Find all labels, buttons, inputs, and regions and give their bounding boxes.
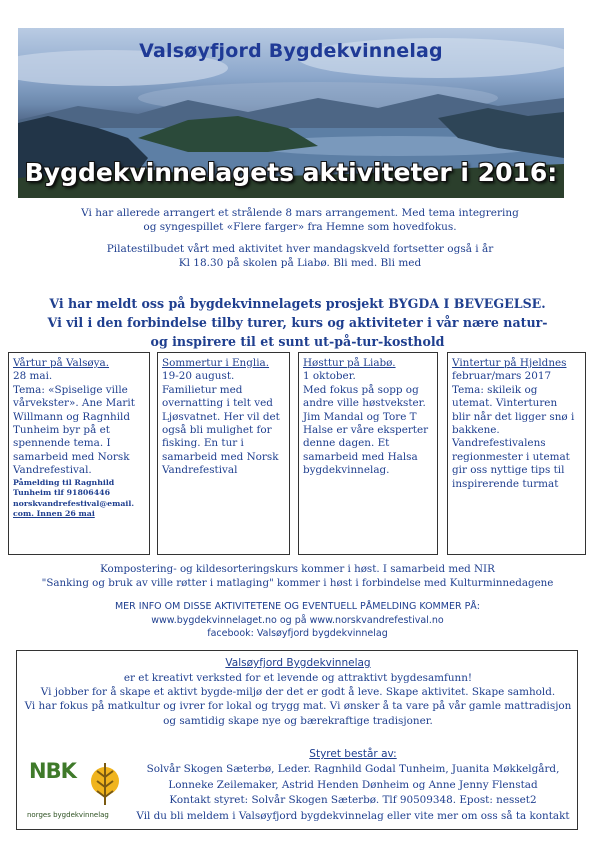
description-line: er et kreativt verksted for et levende og attraktivt bygdesamfunn! bbox=[123, 672, 473, 684]
activity-line: Willmann og Ragnhild bbox=[13, 410, 131, 423]
activity-line: også bli mulighet for bbox=[162, 424, 272, 437]
activity-line: vårvekster». Ane Marit bbox=[13, 397, 135, 410]
activity-line: spennende tema. I bbox=[13, 437, 111, 450]
description-line: Vi jobber for å skape et aktivt bygde-miljø der det er godt å leve. Skape aktivitet. Skape samhold. bbox=[40, 686, 556, 699]
activity-line: 1 oktober. bbox=[303, 370, 356, 383]
organization-info-box bbox=[16, 650, 578, 830]
project-line: Vi vil i den forbindelse tilby turer, kurs og aktiviteter i vår nære natur- bbox=[47, 315, 548, 330]
logo-subtitle: norges bygdekvinnelag bbox=[27, 811, 109, 819]
board-line: Vil du bli meldem i Valsøyfjord bygdekvinnelag eller vite mer om oss så ta kontakt bbox=[136, 809, 570, 822]
organization-title: Valsøyfjord Bygdekvinnelag bbox=[225, 657, 371, 669]
activity-line: samarbeid med Halsa bbox=[303, 450, 418, 463]
courses-announcement bbox=[20, 562, 575, 590]
activity-line: Med fokus på sopp og bbox=[303, 383, 419, 396]
project-line: Vi har meldt oss på bygdekvinnelagets prosjekt BYGDA I BEVEGELSE. bbox=[49, 296, 546, 311]
intro-paragraph-1 bbox=[40, 206, 560, 234]
banner-title: Valsøyfjord Bygdekvinnelag bbox=[139, 40, 443, 62]
activity-line: samarbeid med Norsk bbox=[13, 450, 130, 463]
registration-line: Påmelding til Ragnhild bbox=[13, 477, 115, 487]
activity-line: gir oss nyttige tips til bbox=[452, 464, 565, 477]
activity-line: Jim Mandal og Tore T bbox=[303, 410, 417, 423]
nbk-logo bbox=[25, 755, 125, 827]
intro-line: og syngespillet «Flere farger» fra Hemne som hovedfokus. bbox=[143, 221, 457, 233]
activity-title: Vintertur på Hjeldnes bbox=[452, 357, 567, 369]
registration-line: Tunheim tlf 91806446 bbox=[13, 488, 111, 498]
activity-line: Vandrefestivalens bbox=[452, 437, 546, 450]
organization-description bbox=[17, 671, 579, 728]
activity-line: februar/mars 2017 bbox=[452, 370, 552, 383]
courses-line: "Sanking og bruk av ville røtter i matlaging" kommer i høst i forbindelse med Kulturminnedagene bbox=[41, 577, 554, 589]
activity-line: Familietur med bbox=[162, 383, 243, 396]
registration-line bbox=[13, 509, 145, 520]
activity-line: denne dagen. Et bbox=[303, 437, 390, 450]
courses-line: Kompostering- og kildesorteringskurs kommer i høst. I samarbeid med NIR bbox=[100, 563, 495, 575]
description-line: og samtidig skape nye og bærekraftige tradisjoner. bbox=[163, 714, 433, 727]
activity-line: Tema: «Spiselige ville bbox=[13, 383, 128, 396]
activity-column-summer bbox=[157, 352, 290, 555]
header-banner bbox=[18, 28, 564, 198]
project-line: og inspirere til et sunt ut-på-tur-kosthold bbox=[150, 334, 445, 349]
activity-title: Vårtur på Valsøya. bbox=[13, 357, 110, 369]
activity-line: bygdekvinnelag. bbox=[303, 464, 390, 477]
activity-line: Vandrefestival. bbox=[13, 464, 92, 477]
facebook-link[interactable]: facebook: Valsøyfjord bygdekvinnelag bbox=[207, 628, 388, 639]
activity-line: Vandrefestival bbox=[162, 464, 238, 477]
more-info-section bbox=[20, 600, 575, 641]
email-link[interactable]: norskvandrefestival@email. bbox=[13, 498, 135, 508]
activity-line: overnatting i telt ved bbox=[162, 397, 273, 410]
board-members bbox=[127, 762, 579, 824]
project-announcement bbox=[20, 294, 575, 351]
activity-line: 28 mai. bbox=[13, 370, 53, 383]
activity-line: regionmester i utemat bbox=[452, 450, 570, 463]
intro-line: Vi har allerede arrangert et strålende 8 mars arrangement. Med tema integrering bbox=[81, 207, 519, 219]
banner-headline: Bygdekvinnelagets aktiviteter i 2016: bbox=[24, 158, 558, 187]
activity-line: Tema: skileik og bbox=[452, 383, 538, 396]
activity-line: 19-20 august. bbox=[162, 370, 235, 383]
activity-line: samarbeid med Norsk bbox=[162, 450, 279, 463]
board-line: Solvår Skogen Sæterbø, Leder. Ragnhild Godal Tunheim, Juanita Møkkelgård, bbox=[146, 763, 560, 775]
board-contact: Kontakt styret: Solvår Skogen Sæterbø. Tlf 90509348. Epost: nesset2 bbox=[169, 794, 537, 806]
activity-column-winter bbox=[447, 352, 586, 555]
intro-line: Pilatestilbudet vårt med aktivitet hver mandagskveld fortsetter også i år bbox=[106, 243, 494, 255]
activity-line: Halse er våre eksperter bbox=[303, 424, 429, 437]
activity-line: fisking. En tur i bbox=[162, 437, 244, 450]
activity-line: utemat. Vinterturen bbox=[452, 397, 558, 410]
website-links[interactable]: www.bygdekvinnelaget.no og på www.norskvandrefestival.no bbox=[151, 614, 444, 626]
activity-title: Høsttur på Liabø. bbox=[303, 357, 396, 369]
description-line: Vi har fokus på matkultur og ivrer for lokal og trygg mat. Vi ønsker å ta vare på vår gamle mattradisjon bbox=[24, 700, 572, 713]
board-line: Lonneke Zeilemaker, Astrid Henden Dønheim og Anne Jenny Flenstad bbox=[168, 778, 538, 791]
more-info-heading: MER INFO OM DISSE AKTIVITETENE OG EVENTUELL PÅMELDING KOMMER PÅ: bbox=[114, 601, 480, 612]
activity-line: inspirerende turmat bbox=[452, 477, 559, 490]
activity-line: bakkene. bbox=[452, 424, 500, 437]
activity-title: Sommertur i Englia. bbox=[162, 357, 270, 369]
activity-line: blir når det ligger snø i bbox=[452, 410, 575, 423]
logo-text: NBK bbox=[29, 759, 76, 783]
intro-line: Kl 18.30 på skolen på Liabø. Bli med. Bli med bbox=[178, 257, 422, 269]
intro-paragraph-2 bbox=[40, 242, 560, 270]
activity-column-spring bbox=[8, 352, 150, 555]
activity-line: Ljøsvatnet. Her vil det bbox=[162, 410, 280, 423]
registration-deadline: com. Innen 26 mai bbox=[13, 509, 95, 519]
activity-column-autumn bbox=[298, 352, 438, 555]
registration-email-link[interactable] bbox=[13, 499, 145, 510]
activity-line: Tunheim byr på et bbox=[13, 424, 110, 437]
activity-line: andre ville høstvekster. bbox=[303, 397, 426, 410]
board-title: Styret består av: bbox=[309, 748, 397, 760]
